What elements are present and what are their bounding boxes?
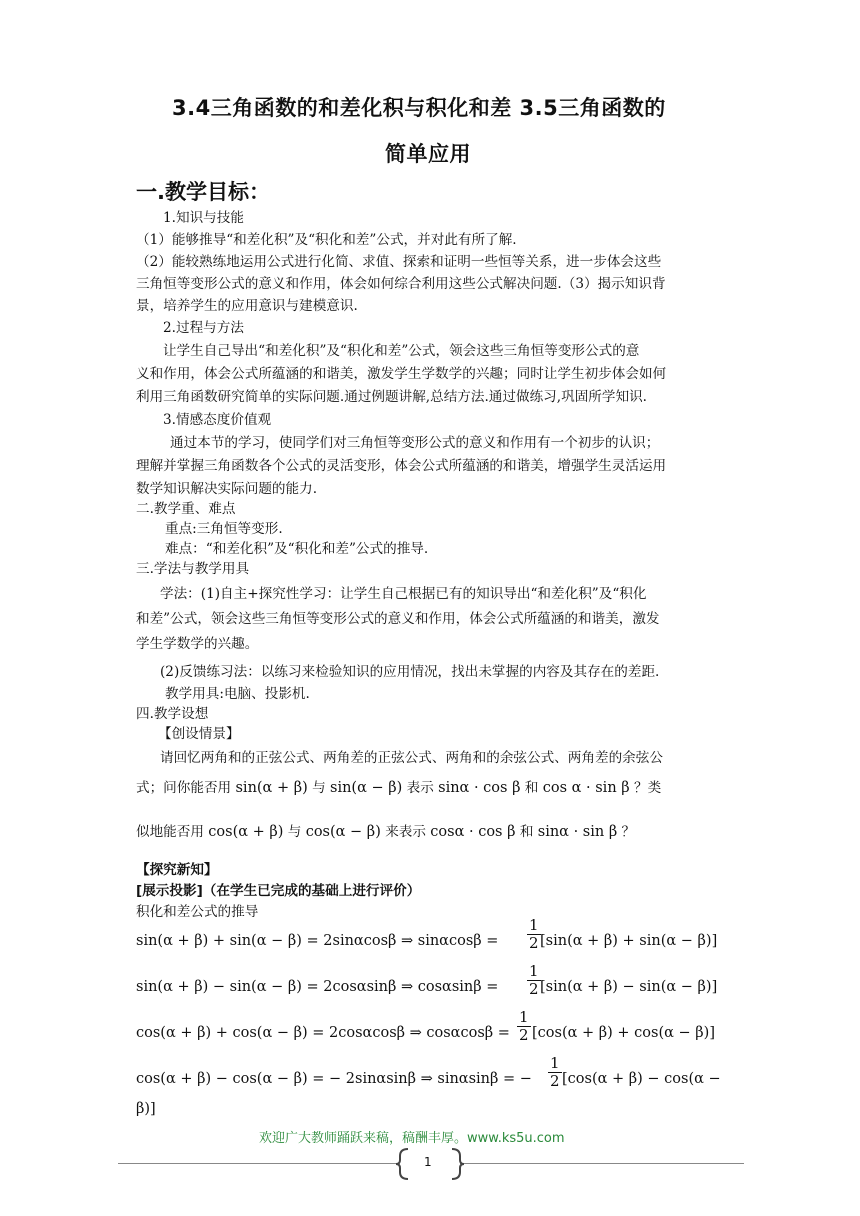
sub-process: 2.过程与方法 [163,320,244,336]
paragraph: 三角恒等变形公式的意义和作用，体会如何综合利用这些公式解决问题.（3）揭示知识背 [136,276,666,292]
hard-point: 难点：“和差化积”及“积化和差”公式的推导. [165,541,429,557]
math-sin-sum: sin(α + β) [235,780,308,796]
explore-label: 【探究新知】 [136,862,218,878]
math-sin-diff: sin(α − β) [330,780,403,796]
section-4-heading: 四.教学设想 [136,706,209,722]
fraction-half: $\frac{1}{2}$ [550,1054,560,1090]
paragraph: 理解并掌握三角函数各个公式的灵活变形，体会公式所蕴涵的和谐美，增强学生灵活运用 [136,458,667,474]
paragraph: 景，培养学生的应用意识与建模意识. [136,298,358,314]
fraction-half: $\frac{1}{2}$ [519,1008,529,1044]
math-cos-diff: cos(α − β) [305,824,381,840]
math-term: sinα · sin β [537,824,618,840]
math-cos-sum: cos(α + β) [208,824,284,840]
paragraph: 义和作用，体会公式所蕴涵的和谐美，激发学生学数学的兴趣；同时让学生初步体会如何 [136,366,667,382]
formula-4-right: [cos(α + β) − cos(α − [562,1071,721,1087]
formula-3-right: [cos(α + β) + cos(α − β)] [532,1025,715,1041]
sub-emotion: 3.情感态度价值观 [163,412,272,428]
paragraph: (2)反馈练习法：以练习来检验知识的应用情况，找出未掌握的内容及其存在的差距. [160,664,660,680]
derivation-title: 积化和差公式的推导 [136,904,259,920]
sub-knowledge: 1.知识与技能 [163,210,244,226]
math-term: sinα · cos β [438,780,521,796]
scene-label: 【创设情景】 [158,726,240,742]
paragraph: 请回忆两角和的正弦公式、两角差的正弦公式、两角和的余弦公式、两角差的余弦公 [160,750,663,766]
formula-4-left: cos(α + β) − cos(α − β) = − 2sinαsinβ ⇒ sinαsinβ = − [136,1071,532,1087]
paragraph: 利用三角函数研究简单的实际问题.通过例题讲解,总结方法.通过做练习,巩固所学知识. [136,389,647,405]
fraction-half: $\frac{1}{2}$ [529,962,539,998]
formula-3-left: cos(α + β) + cos(α − β) = 2cosαcosβ ⇒ cosαcosβ = [136,1025,510,1041]
formula-1-left: sin(α + β) + sin(α − β) = 2sinαcosβ ⇒ sinαcosβ = [136,933,499,949]
section-2-heading: 二.教学重、难点 [136,501,236,517]
paragraph: 让学生自己导出“和差化积”及“积化和差”公式，领会这些三角恒等变形公式的意 [163,343,640,359]
section-3-heading: 三.学法与教学用具 [136,561,250,577]
doc-title-line2: 简单应用 [385,142,471,166]
key-point: 重点:三角恒等变形. [165,521,283,537]
paragraph: 和差”公式，领会这些三角恒等变形公式的意义和作用，体会公式所蕴涵的和谐美，激发 [136,611,660,627]
paragraph: （1）能够推导“和差化积”及“积化和差”公式，并对此有所了解. [136,232,517,248]
formula-2-left: sin(α + β) − sin(α − β) = 2cosαsinβ ⇒ cosαsinβ = [136,979,499,995]
math-term: cos α · sin β [542,780,630,796]
paragraph: 数学知识解决实际问题的能力. [136,481,318,497]
fraction-half: $\frac{1}{2}$ [529,916,539,952]
formula-1-right: [sin(α + β) + sin(α − β)] [540,933,718,949]
formula-2-right: [sin(α + β) − sin(α − β)] [540,979,718,995]
footer-promo: 欢迎广大教师踊跃来稿，稿酬丰厚。www.ks5u.com [259,1131,565,1146]
paragraph: 学生学数学的兴趣。 [136,636,259,652]
formula-4-tail: β)] [136,1101,156,1117]
teaching-tools: 教学用具:电脑、投影机. [165,686,310,702]
section-1-heading: 一.教学目标： [136,180,270,204]
paragraph: 似地能否用 cos(α + β) 与 cos(α − β) 来表示 cosα · cos β 和 sinα · sin β ？ [136,824,636,840]
footer-rule-left [118,1163,396,1164]
doc-title-line1: 3.4三角函数的和差化积与积化和差 3.5三角函数的 [172,96,666,120]
page-number: 1 [424,1155,432,1169]
projection-label: [展示投影]（在学生已完成的基础上进行评价） [136,883,421,899]
paragraph: 式；问你能否用 sin(α + β) 与 sin(α − β) 表示 sinα · cos β 和 cos α · sin β ？类 [136,780,662,796]
paragraph: 通过本节的学习，使同学们对三角恒等变形公式的意义和作用有一个初步的认识； [170,435,660,451]
paragraph: 学法：(1)自主+探究性学习：让学生自己根据已有的知识导出“和差化积”及“积化 [160,586,647,602]
math-term: cosα · cos β [430,824,516,840]
footer-rule-right [460,1163,744,1164]
paragraph: （2）能较熟练地运用公式进行化简、求值、探索和证明一些恒等关系，进一步体会这些 [136,254,662,270]
